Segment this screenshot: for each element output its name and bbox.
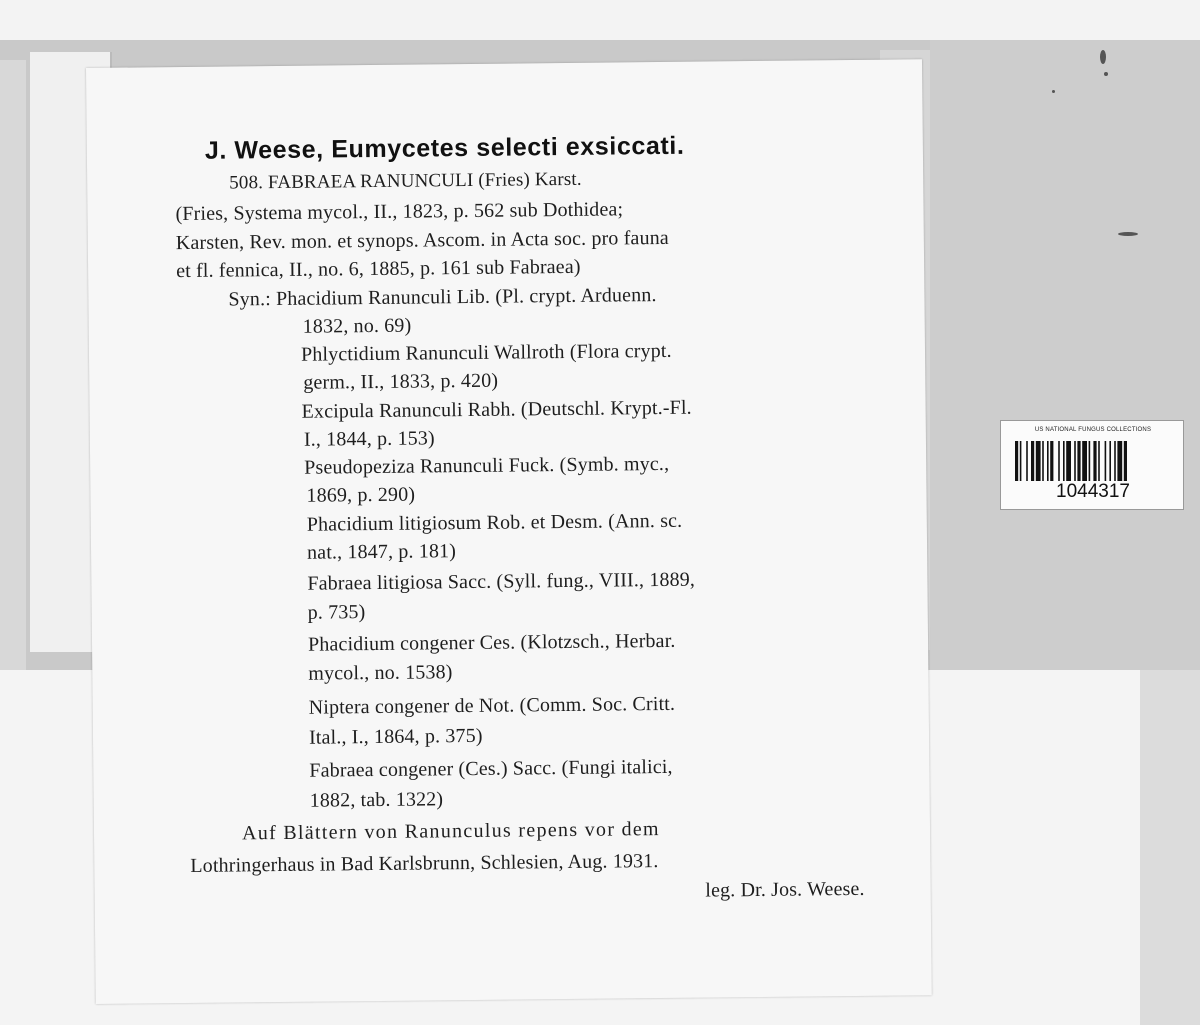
barcode-label bbox=[1000, 420, 1184, 510]
barcode-number: 1044317 bbox=[1056, 481, 1130, 502]
speck-mark bbox=[1052, 90, 1055, 93]
exsiccata-label bbox=[86, 59, 932, 1004]
barcode-bar bbox=[1093, 441, 1096, 481]
barcode-bar bbox=[1082, 441, 1087, 481]
label-line: I., 1844, p. 153) bbox=[303, 427, 435, 451]
label-line: Ital., I., 1864, p. 375) bbox=[308, 724, 483, 749]
label-line: 1882, tab. 1322) bbox=[309, 788, 444, 812]
label-line: et fl. fennica, II., no. 6, 1885, p. 161 sub Fabraea) bbox=[176, 255, 581, 283]
label-line: leg. Dr. Jos. Weese. bbox=[705, 877, 865, 902]
label-line: Phlyctidium Ranunculi Wallroth (Flora crypt. bbox=[300, 339, 672, 366]
barcode-bar bbox=[1063, 441, 1065, 481]
barcode-bar bbox=[1089, 441, 1091, 481]
speck-mark bbox=[1104, 72, 1108, 76]
right-board bbox=[930, 40, 1200, 670]
barcode-bar bbox=[1036, 441, 1041, 481]
barcode-bar bbox=[1026, 441, 1028, 481]
barcode-bar bbox=[1042, 441, 1044, 481]
label-line: Pseudopeziza Ranunculi Fuck. (Symb. myc., bbox=[304, 452, 670, 479]
barcode-bar bbox=[1124, 441, 1127, 481]
label-line: Excipula Ranunculi Rabh. (Deutschl. Krypt.-Fl. bbox=[301, 396, 692, 423]
barcode-bar bbox=[1050, 441, 1053, 481]
label-line: 1832, no. 69) bbox=[302, 314, 412, 338]
barcode-bar bbox=[1117, 441, 1122, 481]
label-line: (Fries, Systema mycol., II., 1823, p. 562 sub Dothidea; bbox=[175, 198, 624, 226]
label-line: Syn.: Phacidium Ranunculi Lib. (Pl. crypt. Arduenn. bbox=[228, 284, 657, 311]
barcode-bar bbox=[1109, 441, 1111, 481]
left-sheet-edge bbox=[0, 60, 26, 670]
barcode-bar bbox=[1031, 441, 1034, 481]
label-line: mycol., no. 1538) bbox=[308, 661, 453, 685]
label-line: 508. FABRAEA RANUNCULI (Fries) Karst. bbox=[229, 168, 582, 194]
barcode-bars bbox=[1015, 441, 1171, 481]
label-line: 1869, p. 290) bbox=[306, 483, 416, 507]
barcode-bar bbox=[1020, 441, 1022, 481]
label-title: J. Weese, Eumycetes selecti exsiccati. bbox=[204, 131, 685, 165]
label-line: Niptera congener de Not. (Comm. Soc. Critt. bbox=[308, 692, 676, 719]
barcode-bar bbox=[1015, 441, 1018, 481]
label-line: Karsten, Rev. mon. et synops. Ascom. in Acta soc. pro fauna bbox=[175, 226, 669, 255]
label-line: p. 735) bbox=[307, 601, 366, 624]
label-line: germ., II., 1833, p. 420) bbox=[303, 369, 499, 394]
speck-mark bbox=[1100, 50, 1106, 64]
barcode-bar bbox=[1105, 441, 1107, 481]
barcode-bar bbox=[1074, 441, 1076, 481]
barcode-bar bbox=[1047, 441, 1049, 481]
label-line: Fabraea congener (Ces.) Sacc. (Fungi italici, bbox=[309, 755, 673, 782]
label-line: nat., 1847, p. 181) bbox=[306, 540, 457, 564]
lower-sheet-shadow bbox=[1140, 670, 1200, 1025]
label-line: Phacidium litigiosum Rob. et Desm. (Ann. sc. bbox=[306, 509, 683, 536]
label-line: Phacidium congener Ces. (Klotzsch., Herbar. bbox=[307, 629, 676, 656]
barcode-bar bbox=[1066, 441, 1071, 481]
label-line: Fabraea litigiosa Sacc. (Syll. fung., VIII., 1889, bbox=[307, 568, 696, 595]
barcode-bar bbox=[1114, 441, 1116, 481]
barcode-header: US NATIONAL FUNGUS COLLECTIONS bbox=[1034, 427, 1152, 433]
barcode-bar bbox=[1077, 441, 1080, 481]
barcode-bar bbox=[1058, 441, 1060, 481]
barcode-bar bbox=[1098, 441, 1100, 481]
label-line: Lothringerhaus in Bad Karlsbrunn, Schlesien, Aug. 1931. bbox=[190, 850, 659, 877]
label-line: Auf Blättern von Ranunculus repens vor dem bbox=[241, 818, 660, 845]
speck-mark bbox=[1118, 232, 1138, 236]
